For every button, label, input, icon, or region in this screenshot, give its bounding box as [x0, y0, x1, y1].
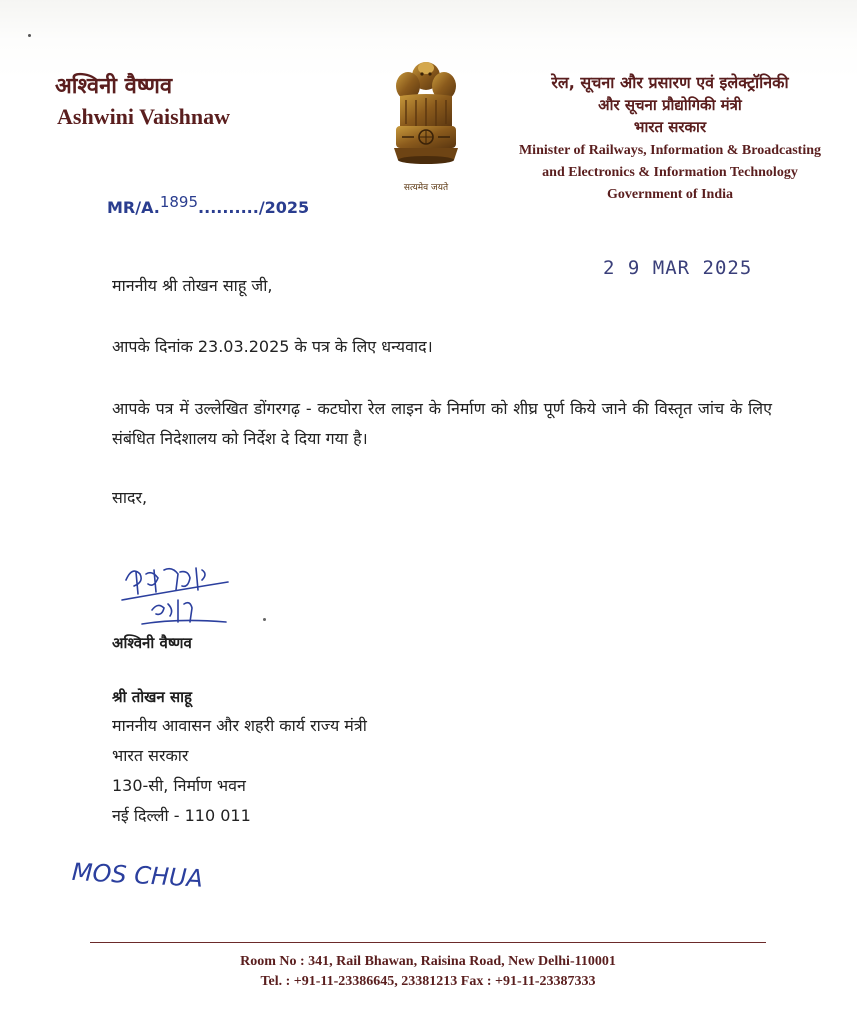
scan-speck: [28, 34, 31, 37]
signatory-name: अश्विनी वैष्णव: [112, 634, 192, 652]
paragraph-1: आपके दिनांक 23.03.2025 के पत्र के लिए धन्यवाद।: [112, 337, 433, 356]
addressee-designation: माननीय आवासन और शहरी कार्य राज्य मंत्री: [112, 716, 367, 735]
handwritten-note: [70, 850, 245, 895]
addressee-government: भारत सरकार: [112, 746, 189, 765]
reference-prefix: MR/A.: [107, 198, 160, 217]
paragraph-2: आपके पत्र में उल्लेखित डोंगरगढ़ - कटघोरा रेल लाइन के निर्माण को शीघ्र पूर्ण किये जाने की विस्तृत जांच के लिए संबंधित निदेशालय को निर्देश दे दिया गया है।: [112, 399, 772, 448]
reference-suffix: /2025: [258, 198, 310, 217]
footer-divider: [90, 942, 766, 943]
emblem-motto: सत्यमेव जयते: [403, 183, 449, 193]
addressee-city: नई दिल्ली - 110 011: [112, 806, 251, 825]
ink-dot: [263, 618, 266, 621]
footer-address: [90, 952, 766, 992]
date-stamp: 2 9 MAR 2025: [603, 257, 753, 279]
ministry-english-line-3: Government of India: [607, 187, 733, 202]
ministry-english-line-1: Minister of Railways, Information & Broadcasting: [518, 143, 822, 158]
state-emblem-icon: [386, 56, 466, 196]
handwritten-signature: [118, 560, 248, 630]
closing: सादर,: [112, 488, 148, 507]
reference-dots: ..........: [198, 198, 259, 217]
footer-line-2: Tel. : +91-11-23386645, 23381213 Fax : +91-11-23387333: [260, 974, 596, 989]
handwritten-note-text: MOS CHUA: [71, 857, 204, 893]
ministry-hindi-line-2: और सूचना प्रौद्योगिकी मंत्री: [598, 96, 742, 114]
sender-name-english: Ashwini Vaishnaw: [57, 104, 231, 129]
ministry-designation: [490, 72, 850, 206]
ministry-hindi-line-3: भारत सरकार: [633, 118, 707, 136]
salutation: माननीय श्री तोखन साहू जी,: [112, 276, 273, 295]
addressee-name: श्री तोखन साहू: [112, 688, 192, 706]
footer-line-1: Room No : 341, Rail Bhawan, Raisina Road, New Delhi-110001: [240, 954, 616, 969]
reference-number: [107, 193, 310, 217]
ministry-english-line-2: and Electronics & Information Technology: [542, 165, 798, 180]
sender-name-hindi: अश्विनी वैष्णव: [55, 74, 173, 99]
ministry-hindi-line-1: रेल, सूचना और प्रसारण एवं इलेक्ट्रॉनिकी: [551, 73, 789, 92]
addressee-office: 130-सी, निर्माण भवन: [112, 776, 246, 795]
reference-handwritten-number: 1895: [159, 193, 199, 211]
